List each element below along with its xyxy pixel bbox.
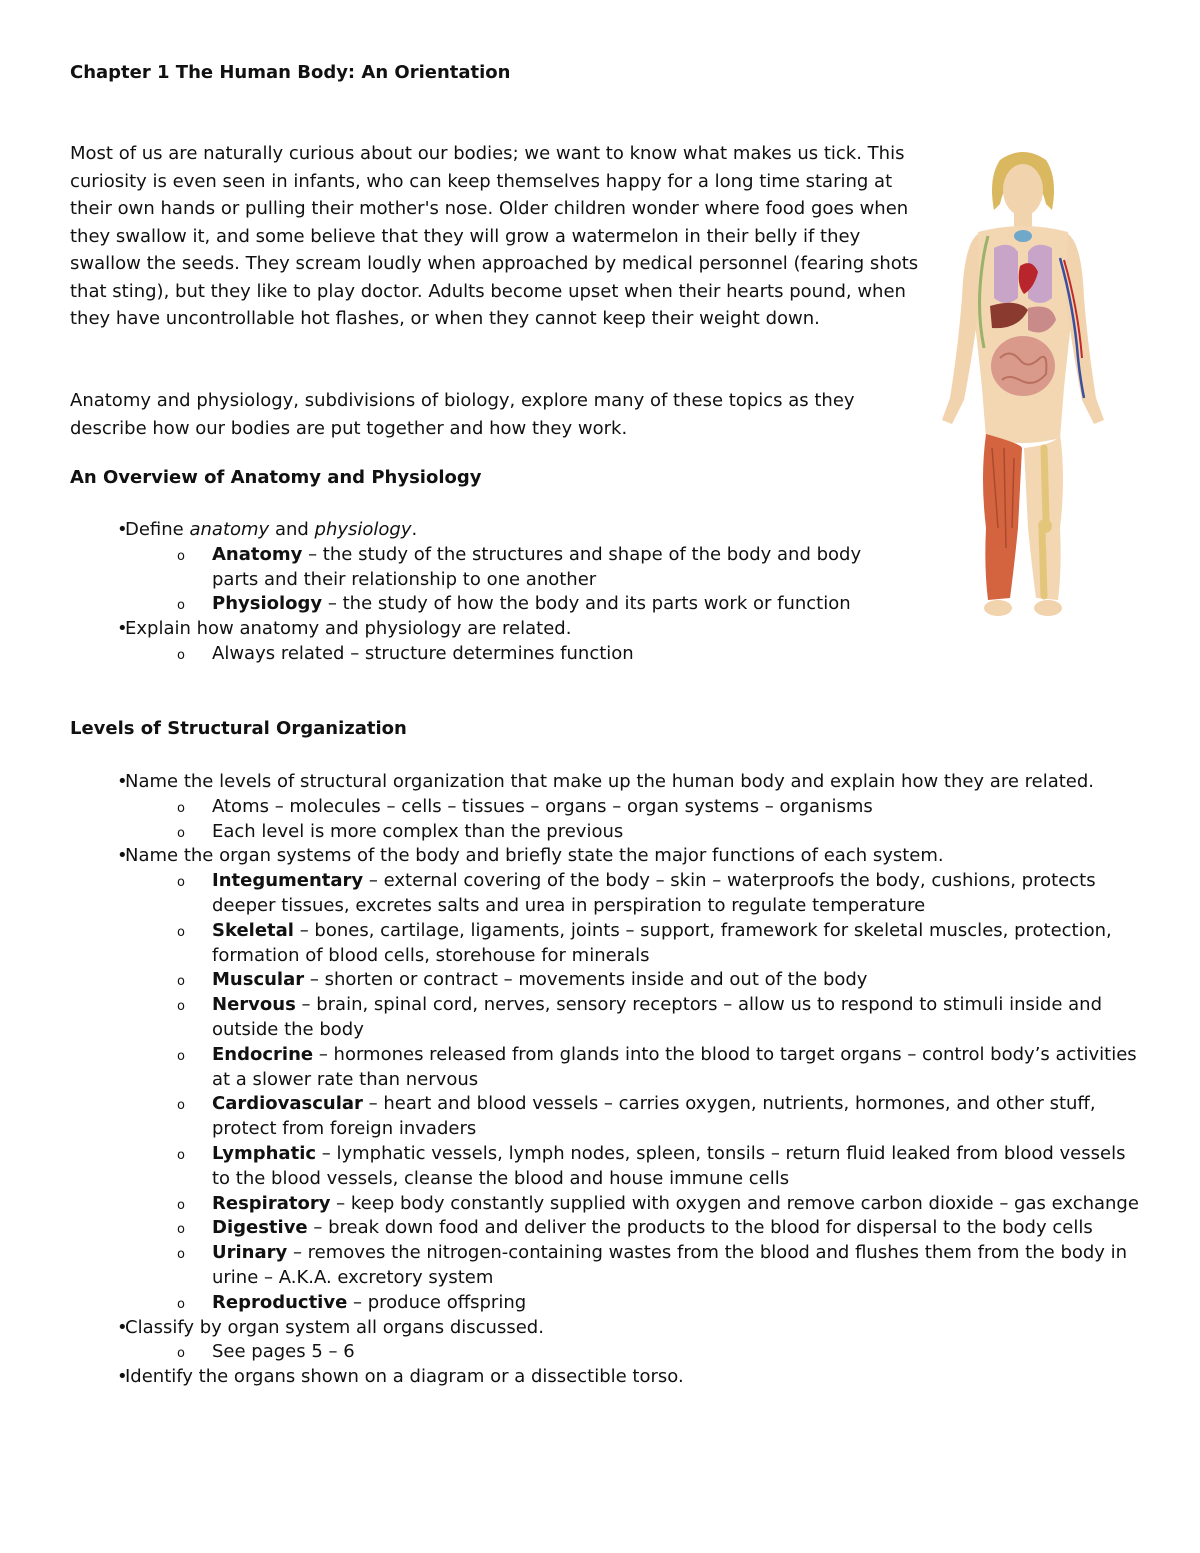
sub-list (141, 642, 890, 667)
left-arm (942, 234, 980, 424)
right-foot (1034, 600, 1062, 616)
organ-system-item: o Urinary – removes the nitrogen-containing wastes from the blood and flushes them from the body in urine – A.K.A. excretory system (141, 1241, 1145, 1291)
sub-list-item: o See pages 5 – 6 (141, 1340, 1145, 1365)
list-item: • Classify by organ system all organs discussed. o See pages 5 – 6 (70, 1316, 1145, 1366)
chapter-title: Chapter 1 The Human Body: An Orientation (70, 62, 511, 83)
list-item: • Define anatomy and physiology. o Anatomy – the study of the structures and shape of the body and body parts and their relationship to one another o Physiology – the study of how the body and its parts work or function (70, 518, 890, 617)
organ-system-item: o Digestive – break down food and deliver the products to the blood for dispersal to the body cells (141, 1216, 1145, 1241)
sub-list (141, 795, 1145, 845)
organ-system-item: o Nervous – brain, spinal cord, nerves, sensory receptors – allow us to respond to stimuli inside and outside the body (141, 993, 1145, 1043)
sub-list (141, 543, 890, 617)
organ-system-item: o Endocrine – hormones released from glands into the blood to target organs – control body’s activities at a slower rate than nervous (141, 1043, 1145, 1093)
organ-system-item: o Skeletal – bones, cartilage, ligaments, joints – support, framework for skeletal muscles, protection, formation of blood cells, storehouse for minerals (141, 919, 1145, 969)
human-body-illustration (928, 148, 1118, 623)
organ-system-item: o Muscular – shorten or contract – movements inside and out of the body (141, 968, 1145, 993)
torso (972, 226, 1074, 443)
list-item: • Explain how anatomy and physiology are related. o Always related – structure determines function (70, 617, 890, 667)
levels-list (70, 770, 1145, 1390)
section-heading-levels: Levels of Structural Organization (70, 718, 407, 739)
section-heading-overview: An Overview of Anatomy and Physiology (70, 467, 482, 488)
sub-list-item: o Each level is more complex than the previous (141, 820, 1145, 845)
sub-list-item: o Atoms – molecules – cells – tissues – organs – organ systems – organisms (141, 795, 1145, 820)
right-arm (1066, 234, 1104, 424)
intestines (991, 336, 1055, 396)
thyroid (1014, 230, 1032, 242)
list-item: • Name the organ systems of the body and briefly state the major functions of each system. o Integumentary – external covering of the body – skin – waterproofs the body, cushions, protects deeper tissues, excretes salts and urea in perspiration to regulate temperature o Skeletal – bones, cartilage, ligaments, joints – support, framework for skeletal muscles, protection, formation of blood cells, storehouse for minerals o Muscular – shorten or contract – movements inside and out of the body o Nervous – brain, spinal cord, nerves, sensory receptors – allow us to respond to stimuli inside and outside the body o Endocrine – hormones released from glands into the blood to target organs – control body’s activities at a slower rate than nervous o Cardiovascular – heart and blood vessels – carries oxygen, nutrients, hormones, and other stuff, protect from foreign invaders o Lymphatic – lymphatic vessels, lymph nodes, spleen, tonsils – return fluid leaked from blood vessels to the blood vessels, cleanse the blood and house immune cells o Respiratory – keep body constantly supplied with oxygen and remove carbon dioxide – gas exchange o Digestive – break down food and deliver the products to the blood for dispersal to the body cells o Urinary – removes the nitrogen-containing wastes from the blood and flushes them from the body in urine – A.K.A. excretory system o Reproductive – produce offspring (70, 844, 1145, 1315)
list-item: • Name the levels of structural organization that make up the human body and explain how they are related. o Atoms – molecules – cells – tissues – organs – organ systems – organisms o Each level is more complex than the previous (70, 770, 1145, 844)
organ-system-item: o Integumentary – external covering of the body – skin – waterproofs the body, cushions, protects deeper tissues, excretes salts and urea in perspiration to regulate temperature (141, 869, 1145, 919)
overview-list (70, 518, 890, 667)
list-item: • Identify the organs shown on a diagram or a dissectible torso. (70, 1365, 1145, 1390)
sub-list (141, 1340, 1145, 1365)
sub-list-item: o Always related – structure determines function (141, 642, 890, 667)
lungs-left (994, 245, 1018, 303)
intro-paragraph-2: Anatomy and physiology, subdivisions of biology, explore many of these topics as they describe how our bodies are put together and how they work. (70, 390, 855, 439)
organ-system-item: o Cardiovascular – heart and blood vessels – carries oxygen, nutrients, hormones, and other stuff, protect from foreign invaders (141, 1092, 1145, 1142)
organ-system-item: o Lymphatic – lymphatic vessels, lymph nodes, spleen, tonsils – return fluid leaked from blood vessels to the blood vessels, cleanse the blood and house immune cells (141, 1142, 1145, 1192)
organ-system-item: o Reproductive – produce offspring (141, 1291, 1145, 1316)
sub-list-item: o Anatomy – the study of the structures and shape of the body and body parts and their relationship to one another (141, 543, 890, 593)
intro-paragraph-1: Most of us are naturally curious about our bodies; we want to know what makes us tick. This curiosity is even seen in infants, who can keep themselves happy for a long time staring at their own hands or pulling their mother's nose. Older children wonder where food goes when they swallow it, and some believe that they will grow a watermelon in their belly if they swallow the seeds. They scream loudly when approached by medical personnel (fearing shots that sting), but they like to play doctor. Adults become upset when their hearts pound, when they have uncontrollable hot flashes, or when they cannot keep their weight down. (70, 143, 919, 329)
organ-systems-list (141, 869, 1145, 1315)
sub-list-item: o Physiology – the study of how the body and its parts work or function (141, 592, 890, 617)
organ-system-item: o Respiratory – keep body constantly supplied with oxygen and remove carbon dioxide – gas exchange (141, 1192, 1145, 1217)
head (1003, 164, 1043, 216)
left-foot (984, 600, 1012, 616)
left-leg-muscles (983, 434, 1022, 600)
